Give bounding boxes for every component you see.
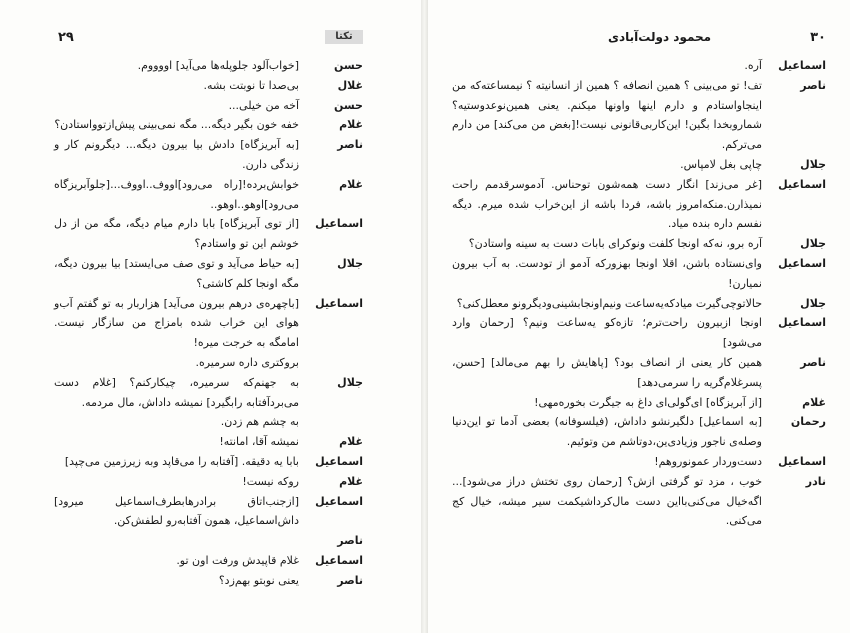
dialogue-row — [54, 452, 363, 472]
dialogue-row — [452, 175, 826, 234]
dialogue-line: [از توی آبریزگاه] بابا دارم میام دیگه، مگه من از دل خوشم این تو واستادم؟ — [54, 217, 299, 251]
right-page-number: ۳۰ — [810, 30, 826, 45]
speaker-name: جلال — [800, 157, 826, 171]
speaker-name: غلام — [339, 118, 363, 132]
dialogue-row — [54, 135, 363, 175]
dialogue-row — [54, 472, 363, 492]
speaker-name: غلام — [802, 395, 826, 409]
dialogue-line: روکه نیست! — [242, 474, 299, 488]
left-page — [0, 0, 421, 633]
right-page-header — [428, 30, 850, 48]
speaker-name: اسماعیل — [778, 454, 826, 468]
dialogue-row — [452, 294, 826, 314]
dialogue-row — [54, 531, 363, 551]
dialogue-line: [باچهره‌ی درهم بیرون می‌آید] هزاربار به تو گفتم آب‌و هوای این خراب شده بامزاج من سازگار نیست. امامگه به خرجت میره! — [54, 296, 299, 350]
dialogue-row — [54, 56, 363, 76]
dialogue-row — [54, 294, 363, 353]
dialogue-line: آره برو، نه‌که اونجا کلفت ونوکرای بابات دست به سینه واستادن؟ — [468, 237, 762, 251]
dialogue-row — [54, 412, 363, 432]
dialogue-row — [54, 353, 363, 373]
dialogue-row — [452, 234, 826, 254]
speaker-name: ناصر — [337, 534, 363, 548]
dialogue-line: [به آبریزگاه] دادش بیا بیرون دیگه... دیگرونم کار و زندگی دارن. — [54, 138, 299, 171]
dialogue-row — [452, 353, 826, 393]
speaker-name: جلال — [800, 237, 826, 251]
speaker-name: اسماعیل — [315, 553, 363, 567]
dialogue-row — [452, 452, 826, 472]
right-running-head: محمود دولت‌آبادی — [608, 30, 712, 44]
dialogue-line: [به اسماعیل] دلگیرنشو داداش، (فیلسوفانه) بعضی آدما تو این‌دنیا وصله‌ی ناجور وزیادی‌ین،دوتاشم من وتوئیم. — [452, 415, 762, 449]
speaker-name: ناصر — [337, 573, 363, 587]
dialogue-row — [54, 175, 363, 215]
dialogue-line: نمیشه آقا، امانته! — [219, 435, 299, 449]
speaker-name: جلال — [337, 256, 363, 270]
dialogue-row — [54, 571, 363, 591]
dialogue-line: خوابش‌برده![راه می‌رود]اووف..اووف...[جلوآبریزگاه می‌رود]اوهو..اوهو.. — [54, 177, 299, 211]
dialogue-row — [452, 155, 826, 175]
speaker-name: رحمان — [790, 415, 826, 429]
dialogue-line: [از آبریزگاه] ای‌گولی‌ای داغ به جیگرت بخوره‌مهی! — [534, 395, 762, 409]
speaker-name: اسماعیل — [778, 316, 826, 330]
dialogue-line: غلام قاپیدش ورفت اون تو. — [176, 553, 299, 567]
speaker-name: اسماعیل — [315, 494, 363, 508]
dialogue-line: آخه من خیلی... — [228, 98, 299, 112]
dialogue-line: بروکتری داره سرمیره. — [195, 355, 299, 369]
dialogue-line: همین کار یعنی از انصاف بود؟ [پاهایش را بهم می‌مالد] [حسن، پسرغلام‌گریه را سرمی‌دهد] — [452, 355, 762, 389]
dialogue-row — [452, 56, 826, 76]
dialogue-line: [خواب‌آلود جلوپله‌ها می‌آید] اووووم. — [137, 59, 299, 72]
speaker-name: ناصر — [337, 138, 363, 152]
dialogue-row — [452, 393, 826, 413]
speaker-name: اسماعیل — [778, 256, 826, 270]
left-page-number: ۲۹ — [58, 30, 74, 45]
speaker-name: حسن — [333, 59, 363, 72]
dialogue-row — [54, 551, 363, 571]
dialogue-line: خوب ، مزد تو گرفتی ازش؟ [رحمان روی تختش دراز می‌شود]... اگه‌خیال می‌کنی‌بااین دست مال‌کرداشیکمت سیر میشه، خیال کج می‌کنی. — [452, 474, 762, 528]
dialogue-row — [54, 492, 363, 532]
dialogue-row — [54, 214, 363, 254]
dialogue-row — [452, 313, 826, 353]
right-dialogue — [452, 56, 826, 531]
dialogue-line: یعنی نوبتو بهم‌زد؟ — [218, 573, 299, 587]
dialogue-row — [54, 254, 363, 294]
dialogue-line: [غر می‌زند] انگار دست همه‌شون توحناس. آدموسرقدمم راحت نمیذارن.منکه‌امروز باشه، فردا باشه از این‌خراب شده میرم. دیگه نفسم داره بنده میاد. — [452, 177, 762, 231]
speaker-name: اسماعیل — [315, 296, 363, 310]
dialogue-line: به جهنم‌که سرمیره، چیکارکنم؟ [غلام دست می‌بردآفتابه رابگیرد] نمیشه داداش، مال مردمه. — [54, 375, 299, 409]
dialogue-line: خفه خون بگیر دیگه... مگه نمی‌بینی پیش‌ازتو‌واستادن؟ — [54, 118, 299, 132]
dialogue-line: آره. — [744, 59, 762, 72]
speaker-name: ناصر — [800, 355, 826, 369]
dialogue-row — [452, 254, 826, 294]
dialogue-row — [54, 373, 363, 413]
speaker-name: غلام — [339, 177, 363, 191]
speaker-name: اسماعیل — [315, 217, 363, 231]
left-running-head: تکتا — [325, 30, 363, 44]
left-dialogue — [54, 56, 363, 591]
speaker-name: اسماعیل — [315, 454, 363, 468]
dialogue-line: [ازجنب‌اتاق برادرها‌بطرف‌اسماعیل میرود] داش‌اسماعیل، همون آفتابه‌رو لطفش‌کن. — [54, 494, 299, 528]
dialogue-line: چاپی بغل لامپاس. — [680, 157, 762, 171]
speaker-name: اسماعیل — [778, 177, 826, 191]
dialogue-line: [به حیاط می‌آید و توی صف می‌ایستد] بیا بیرون دیگه، مگه اونجا کلم کاشتی؟ — [54, 256, 299, 290]
dialogue-row — [54, 115, 363, 135]
dialogue-line: بی‌صدا تا نوبتت بشه. — [203, 78, 299, 92]
dialogue-row — [54, 432, 363, 452]
dialogue-row — [452, 412, 826, 452]
dialogue-row — [54, 76, 363, 96]
dialogue-row — [54, 96, 363, 116]
speaker-name: غلام — [339, 435, 363, 449]
speaker-name: غلام — [339, 474, 363, 488]
speaker-name: غلال — [337, 78, 363, 92]
speaker-name: ناصر — [800, 78, 826, 92]
dialogue-line: دست‌وردار عمونوروهم! — [654, 454, 762, 468]
dialogue-row — [452, 472, 826, 531]
dialogue-line: حالاتوچی‌گیرت میادکه‌یه‌ساعت ونیم‌اونجابشینی‌ودیگرونو معطل‌کنی؟ — [456, 296, 762, 310]
speaker-name: جلال — [800, 296, 826, 310]
right-page — [428, 0, 850, 633]
dialogue-row — [452, 76, 826, 155]
dialogue-line: اونجا ازبیرون راحت‌ترم؛ تازه‌کو یه‌ساعت ونیم؟ [رحمان وارد می‌شود] — [452, 316, 762, 350]
speaker-name: اسماعیل — [778, 59, 826, 72]
left-page-header — [0, 30, 421, 48]
dialogue-line: به چشم هم زدن. — [220, 415, 299, 429]
dialogue-line: وای‌نستاده باشن، اقلا اونجا بهزورکه آدمو از تودست. به آب بیرون نمیارن! — [452, 256, 762, 290]
speaker-name: نادر — [805, 474, 826, 488]
speaker-name: جلال — [337, 375, 363, 389]
dialogue-line: بابا یه دقیقه. [آفتابه را می‌قاپد وبه زیرزمین می‌چپد] — [64, 454, 299, 468]
dialogue-line: تف! تو می‌بینی ؟ همین انصافه ؟ همین از انسانیته ؟ نیمساعته‌که من اینجاواستادم و دارم اینها واونها میکنم. یعنی همین‌نوعدوستیه؟ شماروبخدا بگین! این‌کاربی‌قانونی نیست![بغض من می‌کند] من دارم می‌ترکم. — [452, 78, 762, 152]
speaker-name: حسن — [333, 98, 363, 112]
book-gutter — [421, 0, 428, 633]
